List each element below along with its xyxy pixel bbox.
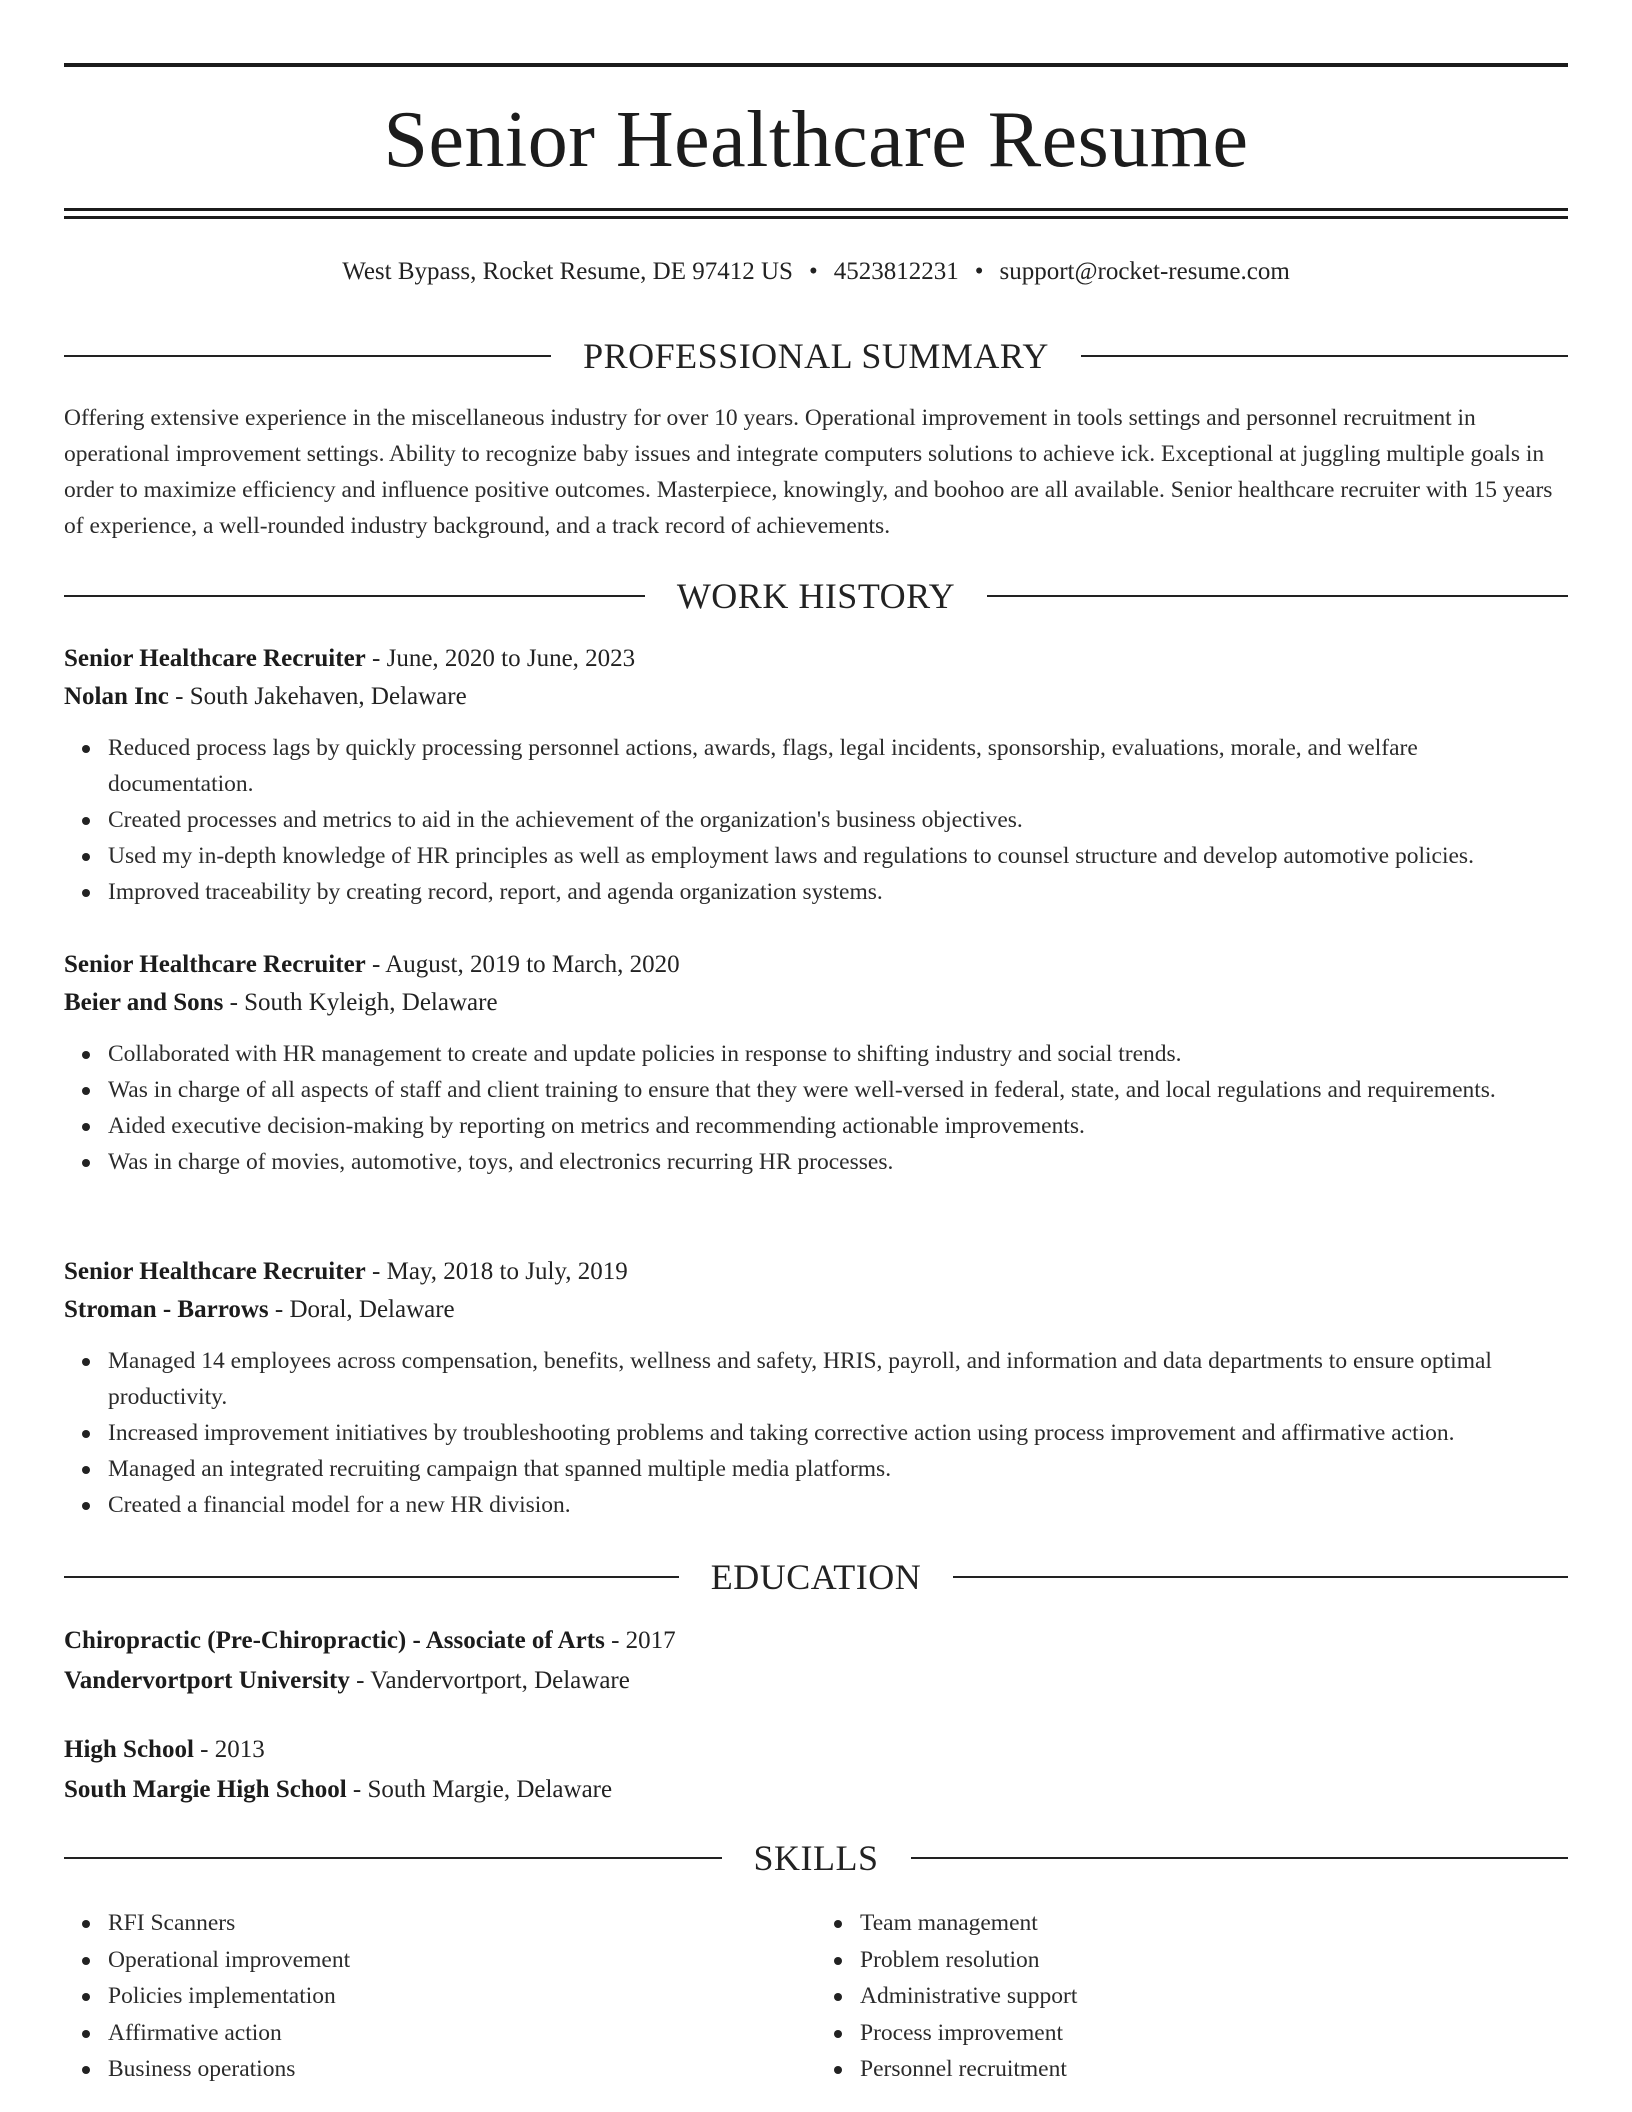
- education-school-line: [64, 1662, 1568, 1700]
- list-item: Collaborated with HR management to create and update policies in response to shifting industry and social trends.: [108, 1036, 1568, 1072]
- education-year: - 2013: [193, 1736, 265, 1763]
- education-degree: Chiropractic (Pre-Chiropractic) - Associate of Arts: [64, 1627, 605, 1654]
- heading-rule-left: [64, 595, 645, 597]
- section-heading-label: WORK HISTORY: [676, 576, 956, 616]
- section-heading-work-history: [64, 574, 1568, 618]
- list-item: Created processes and metrics to aid in the achievement of the organization's business objectives.: [108, 802, 1568, 838]
- job-bullets: [64, 1343, 1568, 1523]
- job-entry: [64, 640, 1568, 910]
- list-item: Improved traceability by creating record, report, and agenda organization systems.: [108, 874, 1568, 910]
- education-school: South Margie High School: [64, 1776, 347, 1803]
- education-degree-line: [64, 1731, 1568, 1769]
- section-heading-skills: [64, 1836, 1568, 1880]
- skills-list-left: [64, 1905, 816, 2088]
- job-entry: [64, 1253, 1568, 1523]
- job-title: Senior Healthcare Recruiter: [64, 951, 366, 978]
- list-item: Policies implementation: [108, 1978, 816, 2015]
- contact-address: West Bypass, Rocket Resume, DE 97412 US: [342, 258, 793, 285]
- education-degree: High School: [64, 1736, 194, 1763]
- education-degree-line: [64, 1622, 1568, 1660]
- list-item: Problem resolution: [860, 1942, 1568, 1979]
- list-item: Was in charge of all aspects of staff and client training to ensure that they were well-versed in federal, state, and local regulations and requirements.: [108, 1072, 1568, 1108]
- list-item: Aided executive decision-making by reporting on metrics and recommending actionable improvements.: [108, 1108, 1568, 1144]
- job-company: Beier and Sons: [64, 989, 224, 1016]
- job-location: - South Kyleigh, Delaware: [223, 989, 498, 1016]
- job-title: Senior Healthcare Recruiter: [64, 645, 366, 672]
- job-entry: [64, 946, 1568, 1180]
- contact-phone: 4523812231: [833, 258, 959, 285]
- list-item: Managed an integrated recruiting campaign that spanned multiple media platforms.: [108, 1451, 1568, 1487]
- list-item: Operational improvement: [108, 1942, 816, 1979]
- job-bullets: [64, 730, 1568, 910]
- resume-title: Senior Healthcare Resume: [383, 96, 1249, 184]
- list-item: Increased improvement initiatives by troubleshooting problems and taking corrective action using process improvement and affirmative action.: [108, 1415, 1568, 1451]
- list-item: Business operations: [108, 2051, 816, 2088]
- list-item: Managed 14 employees across compensation, benefits, wellness and safety, HRIS, payroll, and information and data departments to ensure optimal productivity.: [108, 1343, 1568, 1415]
- header-double-rule-lower: [64, 216, 1568, 219]
- contact-email: support@rocket-resume.com: [999, 258, 1290, 285]
- section-heading-education: [64, 1555, 1568, 1599]
- heading-rule-right: [953, 1576, 1568, 1578]
- education-year: - 2017: [604, 1627, 676, 1654]
- section-heading-label: SKILLS: [753, 1838, 879, 1878]
- job-company: Nolan Inc: [64, 683, 169, 710]
- job-title-line: [64, 1253, 1568, 1291]
- education-location: - South Margie, Delaware: [346, 1776, 613, 1803]
- job-title-line: [64, 946, 1568, 984]
- heading-rule-right: [911, 1857, 1569, 1859]
- list-item: Affirmative action: [108, 2015, 816, 2052]
- section-heading-label: EDUCATION: [710, 1557, 922, 1597]
- job-location: - Doral, Delaware: [268, 1296, 455, 1323]
- education-entry: [64, 1731, 1568, 1809]
- list-item: Administrative support: [860, 1978, 1568, 2015]
- job-bullets: [64, 1036, 1568, 1180]
- contact-line: [64, 254, 1568, 290]
- job-title-line: [64, 640, 1568, 678]
- job-dates: - June, 2020 to June, 2023: [365, 645, 636, 672]
- education-entry: [64, 1622, 1568, 1700]
- job-company-line: [64, 678, 1568, 716]
- skills-columns: [64, 1905, 1568, 2088]
- header-double-rule-upper: [64, 208, 1568, 211]
- heading-rule-right: [987, 595, 1568, 597]
- list-item: Used my in-depth knowledge of HR principles as well as employment laws and regulations to counsel structure and develop automotive policies.: [108, 838, 1568, 874]
- list-item: Reduced process lags by quickly processing personnel actions, awards, flags, legal incidents, sponsorship, evaluations, morale, and welfare documentation.: [108, 730, 1568, 802]
- list-item: Process improvement: [860, 2015, 1568, 2052]
- education-school: Vandervortport University: [64, 1667, 350, 1694]
- list-item: Was in charge of movies, automotive, toys, and electronics recurring HR processes.: [108, 1144, 1568, 1180]
- job-company: Stroman - Barrows: [64, 1296, 269, 1323]
- section-heading-label: PROFESSIONAL SUMMARY: [583, 336, 1049, 376]
- list-item: Personnel recruitment: [860, 2051, 1568, 2088]
- list-item: Created a financial model for a new HR division.: [108, 1487, 1568, 1523]
- heading-rule-left: [64, 355, 551, 357]
- header-top-rule: [64, 63, 1568, 67]
- list-item: Team management: [860, 1905, 1568, 1942]
- job-dates: - August, 2019 to March, 2020: [365, 951, 680, 978]
- job-dates: - May, 2018 to July, 2019: [365, 1258, 628, 1285]
- heading-rule-left: [64, 1576, 679, 1578]
- contact-separator: •: [808, 258, 818, 285]
- job-location: - South Jakehaven, Delaware: [168, 683, 467, 710]
- list-item: RFI Scanners: [108, 1905, 816, 1942]
- skills-list-right: [816, 1905, 1568, 2088]
- summary-text: Offering extensive experience in the miscellaneous industry for over 10 years. Operational improvement in tools settings and personnel recruitment in operational improvement settings. Ability to recognize baby issues and integrate computers solutions to achieve ick. Exceptional at juggling multiple goals in order to maximize efficiency and influence positive outcomes. Masterpiece, knowingly, and boohoo are all available. Senior healthcare recruiter with 15 years of experience, a well-rounded industry background, and a track record of achievements.: [64, 405, 1553, 539]
- section-heading-summary: [64, 334, 1568, 378]
- job-company-line: [64, 984, 1568, 1022]
- education-school-line: [64, 1771, 1568, 1809]
- contact-separator: •: [974, 258, 984, 285]
- heading-rule-right: [1081, 355, 1568, 357]
- education-location: - Vandervortport, Delaware: [349, 1667, 630, 1694]
- job-company-line: [64, 1291, 1568, 1329]
- job-title: Senior Healthcare Recruiter: [64, 1258, 366, 1285]
- heading-rule-left: [64, 1857, 722, 1859]
